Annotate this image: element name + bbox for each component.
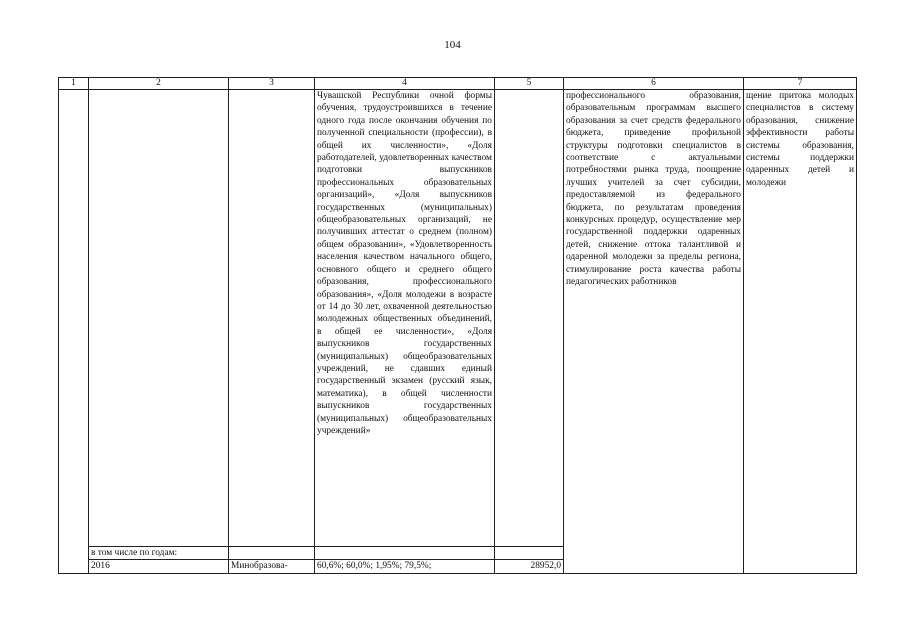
column-number: 7 [744,78,857,90]
executor-cell: Минобразова- [229,560,315,573]
table-row [59,90,857,547]
table-cell [229,90,315,547]
measures-text-cell: профессионального образования, образовательным программам высшего образования за счет средств федерального бюджета, приведение профильной структуры подготовки специалистов в соответствие с актуальными потребностями рынка труда, поощрение лучших учителей за счет субсидии, предоставляемой из федерального бюджета, по результатам проведения конкурсных процедур, осуществление мер государственной поддержки одаренных детей, снижение оттока талантливой и одаренной молодежи за пределы региона, стимулирование роста качества работы педагогических работников [564,90,744,574]
table-cell [495,90,564,547]
table-cell [229,547,315,560]
indicators-text-cell: Чувашской Республики очной формы обучения, трудоустроившихся в течение одного года после окончания обучения по полученной специальности (профессии), в общей их численности», «Доля работодателей, удовлетворенных качеством подготовки выпускников профессиональных образовательных организаций», «Доля выпускников государственных (муниципальных) общеобразовательных организаций, не получивших аттестат о среднем (полном) общем образовании», «Удовлетворенность населения качеством начального общего, основного общего и среднего общего образования, профессионального образования», «Доля молодежи в возрасте от 14 до 30 лет, охваченной деятельностью молодежных общественных объединений, в общей ее численности», «Доля выпускников государственных (муниципальных) общеобразовательных учреждений, не сдавших единый государственный экзамен (русский язык, математика), в общей численности выпускников государственных (муниципальных) общеобразовательных учреждений» [315,90,495,547]
column-number: 5 [495,78,564,90]
column-number-row [59,78,857,90]
table-cell [89,90,229,547]
program-table [58,77,857,574]
column-number: 3 [229,78,315,90]
table-cell [59,90,89,574]
table-cell [495,547,564,560]
table-cell [315,547,495,560]
column-number: 2 [89,78,229,90]
years-subheader-cell: в том числе по годам: [89,547,229,560]
page-number: 104 [444,39,461,51]
column-number: 6 [564,78,744,90]
column-number: 4 [315,78,495,90]
year-cell: 2016 [89,560,229,573]
funding-amount-cell: 28952,0 [495,560,564,573]
consequences-text-cell: щение притока молодых специалистов в систему образования, снижение эффективности работы системы образования, системы поддержки одаренных детей и молодежи [744,90,857,574]
column-number: 1 [59,78,89,90]
indicator-values-cell: 60,6%; 60,0%; 1,95%; 79,5%; [315,560,495,573]
